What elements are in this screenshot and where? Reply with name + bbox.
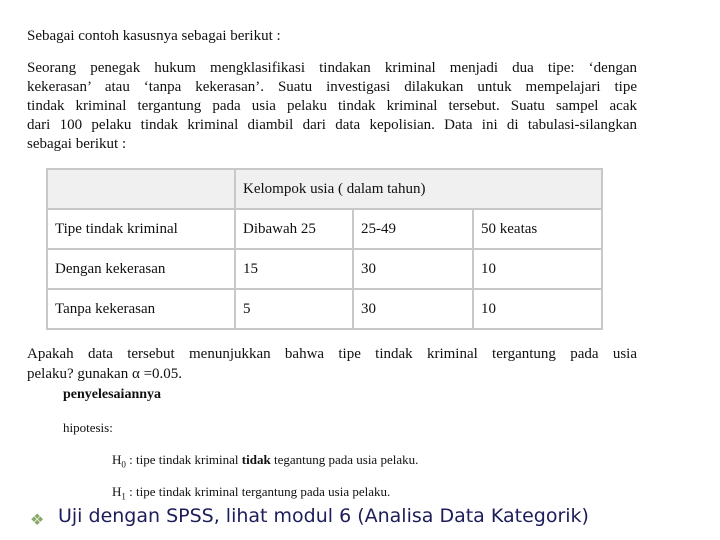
table-row xyxy=(47,249,602,289)
table-cell: 30 xyxy=(353,289,473,329)
table-cell: Dengan kekerasan xyxy=(47,249,235,289)
paragraph-line: Seorang penegak hukum mengklasifikasi tindakan kriminal menjadi dua tipe: ‘dengan xyxy=(27,60,637,76)
table-row xyxy=(47,289,602,329)
h1-symbol: H xyxy=(112,484,122,499)
column-header: 25-49 xyxy=(353,209,473,249)
h1-statement xyxy=(112,484,390,502)
table-cell: 30 xyxy=(353,249,473,289)
table-cell: 15 xyxy=(235,249,353,289)
table-cell: 5 xyxy=(235,289,353,329)
paragraph-line: tindak kriminal tergantung pada usia pelaku tindak kriminal tersebut. Suatu sampel acak xyxy=(27,98,637,114)
table-corner-cell xyxy=(47,169,235,209)
column-header: Tipe tindak kriminal xyxy=(47,209,235,249)
h0-text: : tipe tindak kriminal xyxy=(125,452,242,467)
intro-text: Sebagai contoh kasusnya sebagai berikut : xyxy=(27,28,281,44)
h1-text: : tipe tindak kriminal tergantung pada usia pelaku. xyxy=(125,484,391,499)
hypothesis-label: hipotesis: xyxy=(63,420,113,435)
paragraph-line: dari 100 pelaku tindak kriminal diambil dari data kepolisian. Data ini di tabulasi-silangkan xyxy=(27,117,637,133)
paragraph-line: kekerasan’ atau ‘tanpa kekerasan’. Suatu investigasi dilakukan untuk mempelajari tipe xyxy=(27,79,637,95)
table-cell: Tanpa kekerasan xyxy=(47,289,235,329)
diamond-bullet-icon: ❖ xyxy=(30,512,45,529)
column-header: 50 keatas xyxy=(473,209,602,249)
h1-subscript: 1 xyxy=(121,491,126,502)
h0-symbol: H xyxy=(112,452,122,467)
h0-bold: tidak xyxy=(241,452,271,467)
question-line: pelaku? gunakan α =0.05. xyxy=(27,366,183,382)
h0-text-end: tegantung pada usia pelaku. xyxy=(270,452,419,467)
question-line: Apakah data tersebut menunjukkan bahwa tipe tindak kriminal tergantung pada usia xyxy=(27,346,637,362)
h0-statement xyxy=(112,452,418,470)
group-header: Kelompok usia ( dalam tahun) xyxy=(235,169,602,209)
table-cell: 10 xyxy=(473,289,602,329)
h0-subscript: 0 xyxy=(121,459,126,470)
column-header: Dibawah 25 xyxy=(235,209,353,249)
solution-label: penyelesaiannya xyxy=(63,387,162,402)
paragraph-line: sebagai berikut : xyxy=(27,136,127,152)
table-cell: 10 xyxy=(473,249,602,289)
footer-note: Uji dengan SPSS, lihat modul 6 (Analisa Data Kategorik) xyxy=(58,505,589,527)
crosstab-table xyxy=(46,168,603,330)
